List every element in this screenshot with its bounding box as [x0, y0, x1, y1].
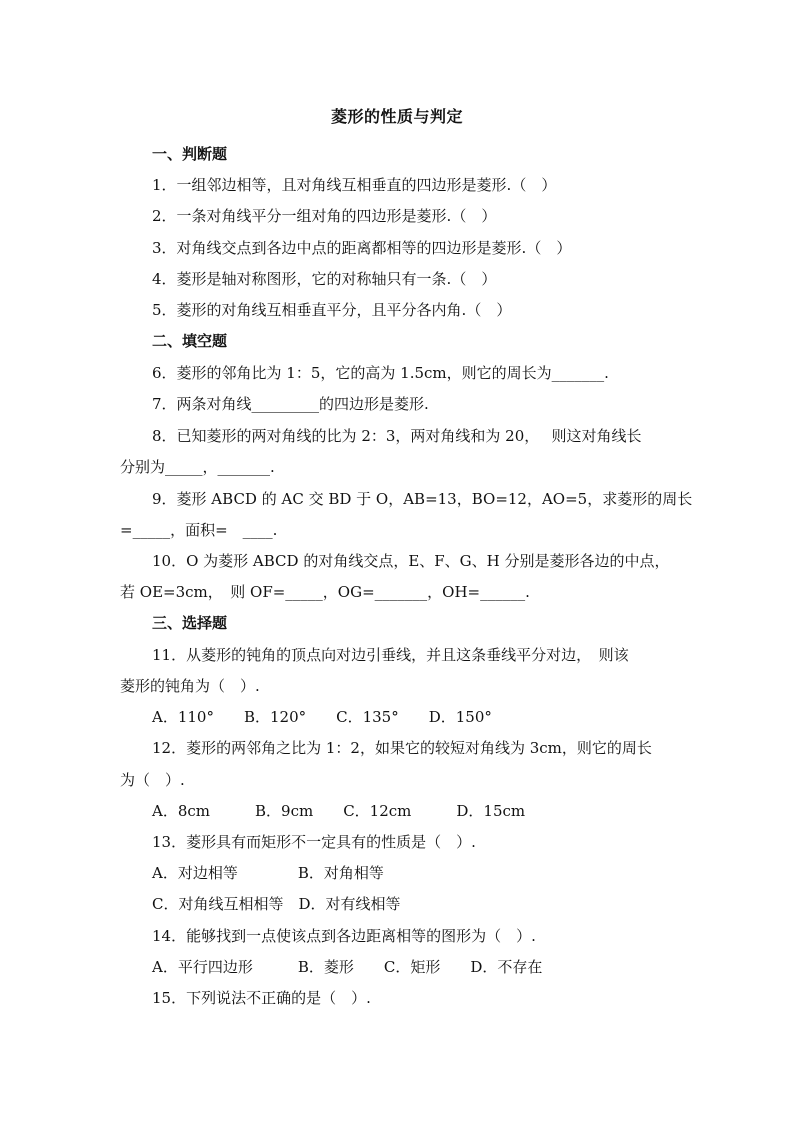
- question-1: 1．一组邻边相等，且对角线互相垂直的四边形是菱形.（ ）: [152, 176, 557, 194]
- question-9-line-2: =_____，面积= ____.: [120, 521, 278, 539]
- question-6: 6．菱形的邻角比为 1：5，它的高为 1.5cm，则它的周长为_______.: [152, 364, 609, 382]
- question-8-line-1: 8．已知菱形的两对角线的比为 2：3，两对角线和为 20， 则这对角线长: [152, 427, 642, 445]
- section-heading-multiple-choice: 三、选择题: [152, 614, 228, 632]
- page-title: 菱形的性质与判定: [330, 107, 463, 126]
- section-heading-judgment: 一、判断题: [152, 145, 228, 163]
- question-12-line-2: 为（ ）.: [120, 771, 185, 789]
- question-12-line-1: 12．菱形的两邻角之比为 1：2，如果它的较短对角线为 3cm，则它的周长: [152, 739, 652, 757]
- question-12-options: A．8cm B．9cm C．12cm D．15cm: [152, 802, 526, 820]
- question-5: 5．菱形的对角线互相垂直平分，且平分各内角.（ ）: [152, 301, 512, 319]
- question-4: 4．菱形是轴对称图形，它的对称轴只有一条.（ ）: [152, 270, 497, 288]
- question-8-line-2: 分别为_____，_______.: [120, 458, 275, 476]
- question-10-line-1: 10．O 为菱形 ABCD 的对角线交点，E、F、G、H 分别是菱形各边的中点，: [152, 552, 670, 570]
- question-11-options: A．110° B．120° C．135° D．150°: [152, 708, 492, 726]
- question-10-line-2: 若 OE=3cm， 则 OF=_____，OG=_______，OH=______.: [120, 583, 530, 601]
- question-2: 2．一条对角线平分一组对角的四边形是菱形.（ ）: [152, 207, 497, 225]
- question-7: 7．两条对角线_________的四边形是菱形.: [152, 395, 429, 413]
- question-11-line-2: 菱形的钝角为（ ）.: [120, 677, 260, 695]
- question-13-options-row-2: C．对角线互相相等 D．对有线相等: [152, 895, 401, 913]
- question-15: 15．下列说法不正确的是（ ）.: [152, 989, 371, 1007]
- question-11-line-1: 11．从菱形的钝角的顶点向对边引垂线，并且这条垂线平分对边， 则该: [152, 646, 629, 664]
- section-heading-fill-blank: 二、填空题: [152, 332, 228, 350]
- question-14: 14．能够找到一点使该点到各边距离相等的图形为（ ）.: [152, 927, 536, 945]
- question-13: 13．菱形具有而矩形不一定具有的性质是（ ）.: [152, 833, 476, 851]
- question-13-options-row-1: A．对边相等 B．对角相等: [152, 864, 384, 882]
- question-3: 3．对角线交点到各边中点的距离都相等的四边形是菱形.（ ）: [152, 239, 572, 257]
- question-14-options: A．平行四边形 B．菱形 C．矩形 D．不存在: [152, 958, 543, 976]
- question-9-line-1: 9．菱形 ABCD 的 AC 交 BD 于 O，AB=13，BO=12，AO=5，求菱形的周长: [152, 490, 693, 508]
